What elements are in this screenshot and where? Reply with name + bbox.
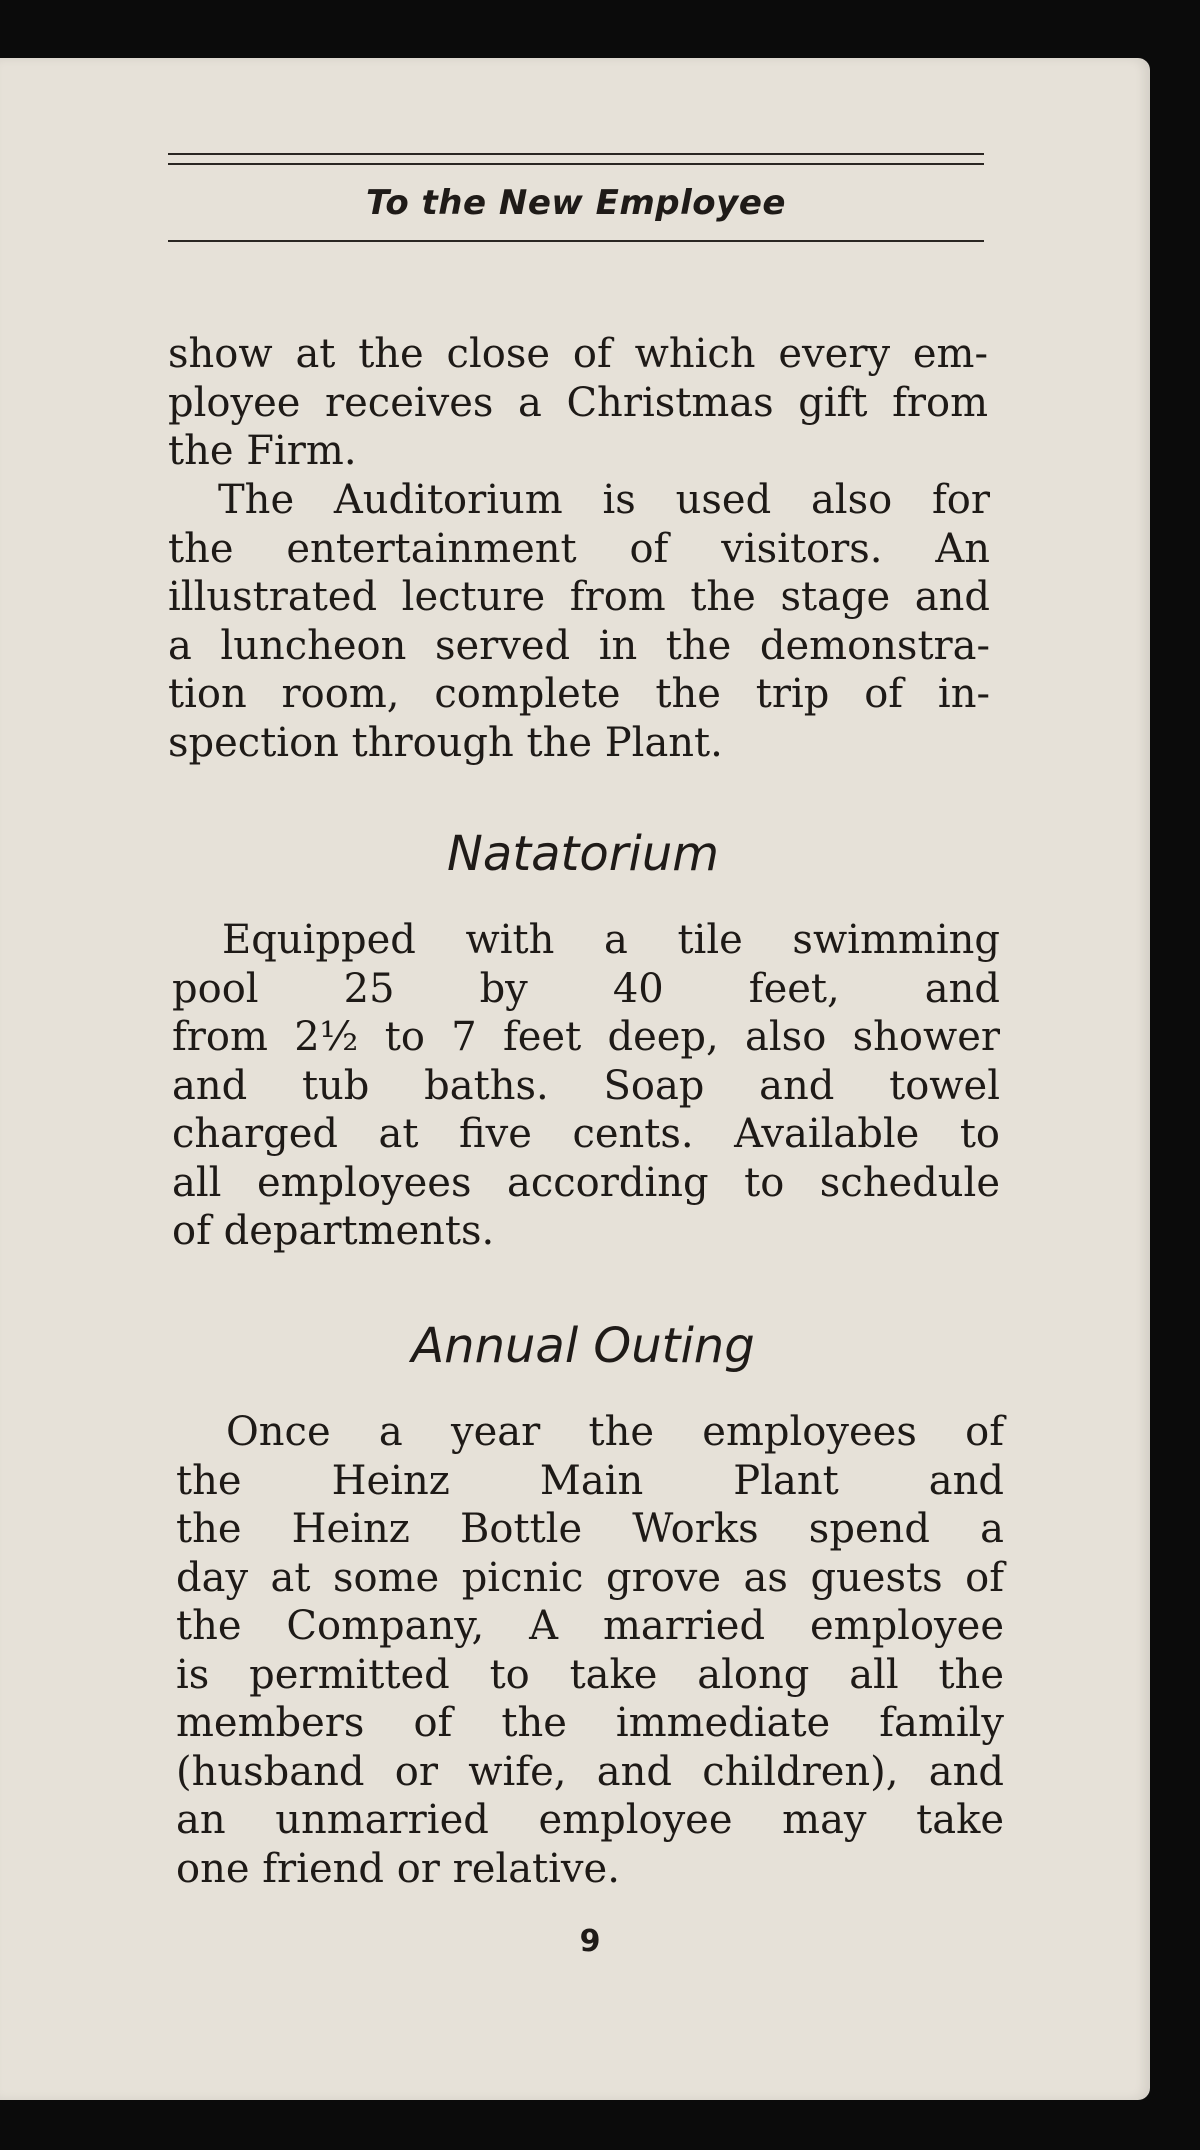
header-rule-top-second	[168, 163, 984, 165]
text-line: illustrated lecture from the stage and	[168, 574, 990, 620]
text-line: spection through the Plant.	[168, 719, 723, 766]
text-line: a luncheon served in the demonstra-	[168, 622, 990, 669]
running-head: To the New Employee	[366, 183, 786, 223]
text-line: tion room, complete the trip of in-	[168, 671, 990, 717]
text-line: day at some picnic grove as guests of	[176, 1554, 1004, 1601]
text-line: members of the immediate family	[176, 1700, 1004, 1746]
text-line: all employees according to schedule	[172, 1159, 1000, 1206]
text-line: The Auditorium is used also for	[218, 477, 990, 523]
text-line: the entertainment of visitors. An	[168, 525, 990, 572]
text-line: (husband or wife, and children), and	[176, 1748, 1004, 1795]
text-line: is permitted to take along all the	[176, 1651, 1004, 1698]
annual-outing-heading: Annual Outing	[411, 1318, 755, 1374]
continuation-paragraph	[168, 330, 988, 476]
annual-outing-paragraph	[176, 1408, 1004, 1893]
natatorium-paragraph	[172, 916, 1000, 1256]
text-line: the Company, A married employee	[176, 1603, 1004, 1649]
text-line: pool 25 by 40 feet, and	[172, 965, 1000, 1012]
page-number: 9	[579, 1924, 601, 1959]
text-line: charged at five cents. Available to	[172, 1111, 1000, 1157]
text-line: an unmarried employee may take	[176, 1797, 1004, 1843]
text-line: the Firm.	[168, 428, 357, 474]
text-line: ployee receives a Christmas gift from	[168, 379, 988, 426]
text-line: one friend or relative.	[176, 1845, 620, 1892]
header-rule-bottom	[168, 240, 984, 242]
text-line: the Heinz Main Plant and	[176, 1457, 1004, 1504]
auditorium-paragraph	[168, 476, 990, 767]
text-line: of departments.	[172, 1208, 495, 1254]
natatorium-heading: Natatorium	[447, 826, 719, 882]
text-line: Equipped with a tile swimming	[222, 917, 1000, 963]
header-rule-top	[168, 153, 984, 155]
text-line: show at the close of which every em-	[168, 331, 988, 377]
text-line: from 2½ to 7 feet deep, also shower	[172, 1014, 1000, 1060]
text-line: Once a year the employees of	[226, 1409, 1004, 1455]
text-line: the Heinz Bottle Works spend a	[176, 1506, 1004, 1552]
text-line: and tub baths. Soap and towel	[172, 1062, 1000, 1109]
